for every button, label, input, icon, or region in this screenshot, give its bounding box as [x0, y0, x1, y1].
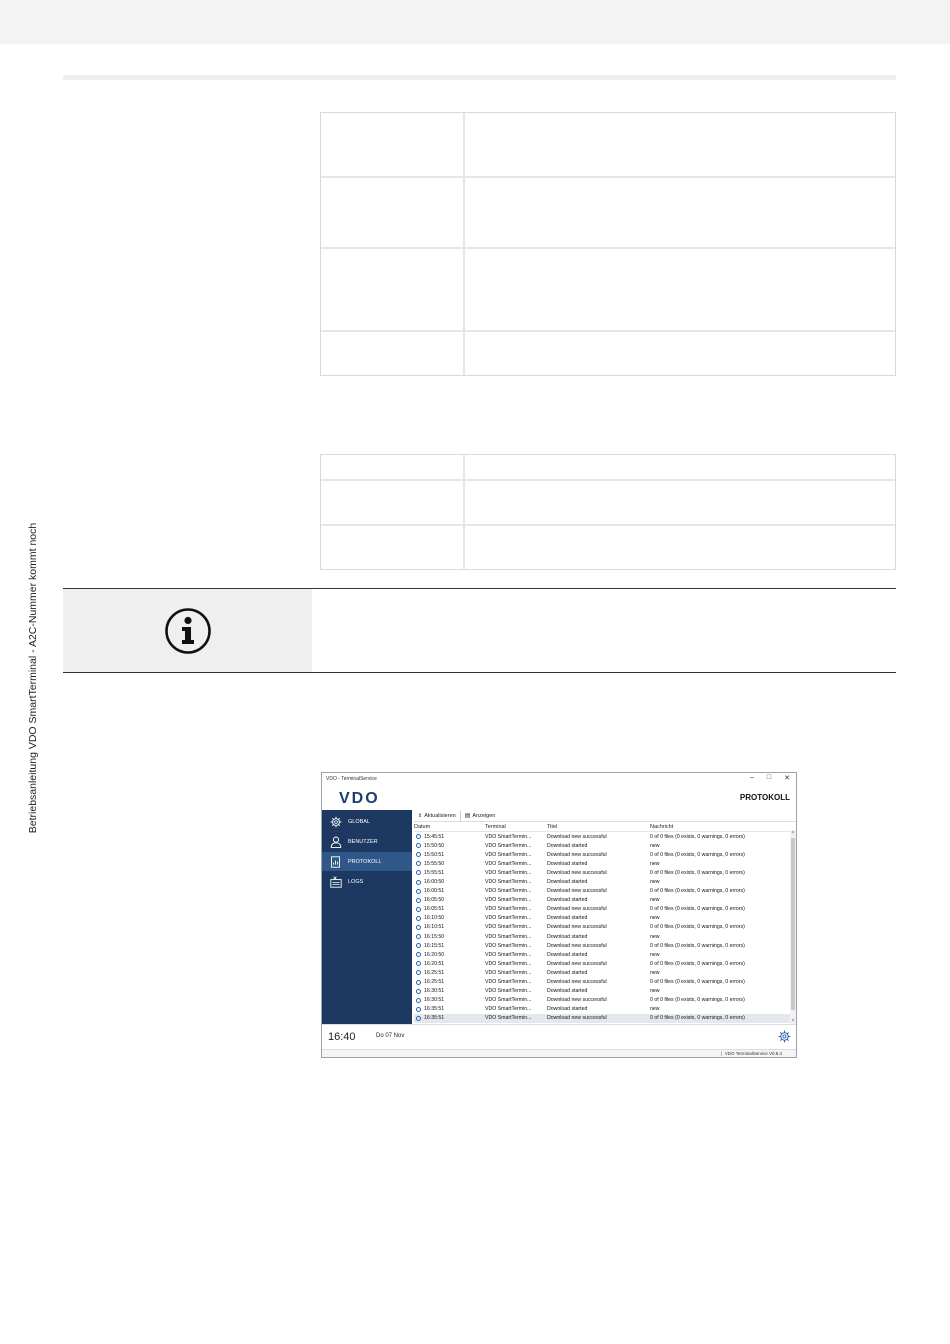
info-note-icon-cell	[63, 589, 312, 672]
parameter-table-2	[320, 454, 896, 570]
table-cell-date	[414, 861, 485, 867]
table-cell-message: new	[650, 897, 660, 904]
row-time: 15:55:50	[424, 860, 445, 867]
table-cell-title: Download started	[547, 988, 588, 995]
row-time: 16:15:51	[424, 942, 445, 949]
info-icon	[416, 961, 421, 966]
table-cell-title: Download started	[547, 1006, 588, 1013]
table-cell-message: 0 of 0 files (0 exists, 0 warnings, 0 errors)	[650, 960, 745, 967]
table-cell-title: Download started	[547, 897, 588, 904]
table-cell-title: Download new successful	[547, 906, 607, 913]
table-cell-terminal: VDO SmartTermin...	[485, 842, 532, 849]
protocol-icon	[329, 856, 342, 868]
row-time: 15:45:51	[424, 833, 445, 840]
table-cell-title: Download new successful	[547, 979, 607, 986]
table-row[interactable]	[414, 968, 790, 977]
table-cell-terminal: VDO SmartTermin...	[485, 860, 532, 867]
refresh-button-label: Aktualisieren	[424, 812, 456, 819]
table-cell-date	[414, 979, 485, 985]
terminalservice-window	[321, 772, 797, 1058]
table-cell-terminal: VDO SmartTermin...	[485, 951, 532, 958]
sidebar-item-label: LOGS	[348, 878, 364, 885]
table-cell-terminal: VDO SmartTermin...	[485, 897, 532, 904]
table-cell-terminal: VDO SmartTermin...	[485, 933, 532, 940]
info-icon	[416, 1007, 421, 1012]
page-top-band	[0, 0, 950, 44]
table-cell-title: Download started	[547, 969, 588, 976]
table-row[interactable]	[414, 996, 790, 1005]
table-cell-terminal: VDO SmartTermin...	[485, 969, 532, 976]
app-footer	[322, 1024, 796, 1050]
table-cell-message: 0 of 0 files (0 exists, 0 warnings, 0 errors)	[650, 997, 745, 1004]
table-cell-date	[414, 879, 485, 885]
column-header-date[interactable]: Datum	[414, 823, 431, 830]
table-row	[321, 178, 895, 249]
row-time: 16:25:51	[424, 979, 445, 986]
window-title: VDO - TerminalService	[326, 776, 377, 782]
row-time: 16:15:50	[424, 933, 445, 940]
table-cell	[321, 526, 465, 569]
row-time: 16:00:50	[424, 879, 445, 886]
table-row[interactable]	[414, 941, 790, 950]
row-time: 16:30:51	[424, 997, 445, 1004]
table-cell-title: Download new successful	[547, 960, 607, 967]
status-bar	[322, 1049, 796, 1058]
table-cell-date	[414, 1015, 485, 1021]
table-cell-title: Download new successful	[547, 851, 607, 858]
protocol-panel	[414, 810, 796, 1024]
table-cell-message: new	[650, 879, 660, 886]
table-row[interactable]	[414, 914, 790, 923]
info-icon	[416, 852, 421, 857]
table-cell-terminal: VDO SmartTermin...	[485, 906, 532, 913]
sidebar-item-global[interactable]	[322, 812, 412, 831]
table-row[interactable]	[414, 868, 790, 877]
table-cell-terminal: VDO SmartTermin...	[485, 1015, 532, 1022]
row-time: 16:05:50	[424, 897, 445, 904]
table-cell-message: new	[650, 951, 660, 958]
refresh-button[interactable]	[414, 811, 461, 821]
sidebar	[322, 810, 412, 1024]
table-cell-terminal: VDO SmartTermin...	[485, 988, 532, 995]
table-cell-terminal: VDO SmartTermin...	[485, 960, 532, 967]
table-cell-date	[414, 843, 485, 849]
table-row[interactable]	[414, 923, 790, 932]
table-row	[321, 481, 895, 526]
row-time: 16:20:50	[424, 951, 445, 958]
table-cell-terminal: VDO SmartTermin...	[485, 1006, 532, 1013]
table-cell	[465, 113, 895, 176]
table-cell-title: Download started	[547, 933, 588, 940]
info-icon	[416, 970, 421, 975]
info-icon	[416, 989, 421, 994]
table-cell	[321, 249, 465, 330]
table-cell-message: new	[650, 842, 660, 849]
table-row[interactable]	[414, 896, 790, 905]
info-icon	[164, 607, 212, 655]
table-cell-date	[414, 934, 485, 940]
table-row[interactable]	[414, 987, 790, 996]
table-cell-date	[414, 834, 485, 840]
table-cell-date	[414, 906, 485, 912]
info-icon	[416, 870, 421, 875]
info-icon	[416, 907, 421, 912]
sidebar-item-label: PROTOKOLL	[348, 858, 382, 865]
table-cell	[465, 332, 895, 375]
parameter-table-1	[320, 112, 896, 376]
info-icon	[416, 952, 421, 957]
sidebar-item-benutzer[interactable]	[322, 832, 412, 851]
table-row[interactable]	[414, 1014, 790, 1023]
table-header	[414, 822, 790, 832]
table-cell-date	[414, 924, 485, 930]
table-cell-message: 0 of 0 files (0 exists, 0 warnings, 0 errors)	[650, 851, 745, 858]
app-header	[322, 785, 796, 809]
table-row[interactable]	[414, 877, 790, 886]
table-cell-date	[414, 988, 485, 994]
table-cell-message: 0 of 0 files (0 exists, 0 warnings, 0 errors)	[650, 869, 745, 876]
table-cell-terminal: VDO SmartTermin...	[485, 869, 532, 876]
info-icon	[416, 998, 421, 1003]
table-cell-message: new	[650, 915, 660, 922]
table-cell-title: Download new successful	[547, 1015, 607, 1022]
row-time: 16:10:51	[424, 924, 445, 931]
table-cell	[465, 455, 895, 479]
info-icon	[416, 1016, 421, 1021]
row-time: 15:50:51	[424, 851, 445, 858]
table-cell	[465, 249, 895, 330]
table-cell-message: new	[650, 860, 660, 867]
column-header-terminal[interactable]: Terminal	[485, 823, 506, 830]
table-cell-title: Download new successful	[547, 997, 607, 1004]
table-cell	[321, 481, 465, 524]
info-icon	[416, 834, 421, 839]
info-icon	[416, 934, 421, 939]
table-cell	[465, 526, 895, 569]
settings-gear-icon[interactable]	[778, 1030, 791, 1045]
scrollbar[interactable]	[790, 830, 796, 1024]
sidebar-item-protokoll[interactable]	[322, 852, 412, 871]
table-cell-message: 0 of 0 files (0 exists, 0 warnings, 0 errors)	[650, 906, 745, 913]
table-cell-message: 0 of 0 files (0 exists, 0 warnings, 0 errors)	[650, 833, 745, 840]
maximize-button[interactable]: □	[766, 774, 772, 781]
table-cell-message: 0 of 0 files (0 exists, 0 warnings, 0 errors)	[650, 888, 745, 895]
table-cell-terminal: VDO SmartTermin...	[485, 888, 532, 895]
table-cell-title: Download started	[547, 879, 588, 886]
table-cell-terminal: VDO SmartTermin...	[485, 879, 532, 886]
scroll-down-icon[interactable]: ˅	[791, 1018, 795, 1024]
show-button[interactable]	[461, 811, 500, 821]
table-cell-terminal: VDO SmartTermin...	[485, 915, 532, 922]
table-cell-message: new	[650, 988, 660, 995]
table-cell-title: Download started	[547, 951, 588, 958]
clock: 16:40	[328, 1031, 356, 1043]
table-cell-terminal: VDO SmartTermin...	[485, 851, 532, 858]
minimize-button[interactable]: –	[749, 774, 754, 781]
table-row[interactable]	[414, 905, 790, 914]
table-cell-date	[414, 952, 485, 958]
table-cell-date	[414, 943, 485, 949]
row-time: 16:05:51	[424, 906, 445, 913]
table-cell-date	[414, 870, 485, 876]
row-time: 16:35:51	[424, 1006, 445, 1013]
row-time: 16:00:51	[424, 888, 445, 895]
info-icon	[416, 980, 421, 985]
date: Do 07 Nov	[376, 1033, 405, 1039]
info-icon	[416, 898, 421, 903]
table-row[interactable]	[414, 1005, 790, 1014]
table-row	[321, 249, 895, 332]
table-cell-date	[414, 961, 485, 967]
info-note-text-cell	[312, 589, 896, 672]
table-cell-date	[414, 915, 485, 921]
table-row[interactable]	[414, 950, 790, 959]
row-time: 16:20:51	[424, 960, 445, 967]
table-cell-title: Download started	[547, 860, 588, 867]
version-label: VDO TerminalService V0.8.4	[721, 1051, 782, 1056]
table-cell-terminal: VDO SmartTermin...	[485, 979, 532, 986]
row-time: 15:55:51	[424, 869, 445, 876]
table-row	[321, 332, 895, 375]
table-row[interactable]	[414, 887, 790, 896]
table-cell-date	[414, 852, 485, 858]
user-icon	[329, 836, 342, 848]
info-icon	[416, 889, 421, 894]
sidebar-item-logs[interactable]	[322, 872, 412, 891]
log-table	[414, 822, 790, 1023]
info-icon	[416, 916, 421, 921]
table-cell-title: Download new successful	[547, 869, 607, 876]
table-cell	[321, 178, 465, 247]
info-icon	[416, 861, 421, 866]
info-icon	[416, 925, 421, 930]
table-cell	[321, 332, 465, 375]
table-cell-title: Download new successful	[547, 888, 607, 895]
table-cell-terminal: VDO SmartTermin...	[485, 833, 532, 840]
scrollbar-thumb[interactable]	[791, 838, 795, 1010]
table-cell-terminal: VDO SmartTermin...	[485, 924, 532, 931]
table-cell-message: 0 of 0 files (0 exists, 0 warnings, 0 errors)	[650, 1015, 745, 1022]
sort-arrows-icon: ⇕	[418, 812, 423, 819]
table-body	[414, 832, 790, 1023]
show-button-label: Anzeigen	[472, 812, 496, 819]
side-caption-text: Betriebsanleitung VDO SmartTerminal - A2C-Nummer kommt noch	[27, 522, 39, 834]
table-cell-message: new	[650, 933, 660, 940]
table-row[interactable]	[414, 841, 790, 850]
table-cell	[321, 455, 465, 479]
table-cell-message: 0 of 0 files (0 exists, 0 warnings, 0 errors)	[650, 942, 745, 949]
table-cell-date	[414, 997, 485, 1003]
sidebar-item-label: BENUTZER	[348, 838, 378, 845]
table-cell-title: Download started	[547, 842, 588, 849]
sidebar-item-label: GLOBAL	[348, 818, 371, 825]
table-cell-title: Download started	[547, 915, 588, 922]
window-titlebar	[322, 773, 796, 785]
row-time: 16:25:51	[424, 969, 445, 976]
table-cell-terminal: VDO SmartTermin...	[485, 942, 532, 949]
info-note	[63, 588, 896, 673]
table-row[interactable]	[414, 959, 790, 968]
row-time: 16:35:51	[424, 1015, 445, 1022]
scroll-up-icon[interactable]: ˄	[791, 830, 795, 836]
column-header-title[interactable]: Titel	[547, 823, 558, 830]
table-cell-date	[414, 1006, 485, 1012]
info-icon	[416, 843, 421, 848]
table-row[interactable]	[414, 978, 790, 987]
page-title: PROTOKOLL	[739, 793, 790, 802]
row-time: 16:30:51	[424, 988, 445, 995]
document-icon: ▤	[464, 813, 471, 819]
gear-icon	[329, 816, 342, 828]
table-cell-message: new	[650, 1006, 660, 1013]
table-row	[321, 455, 895, 481]
table-cell	[465, 178, 895, 247]
table-cell-terminal: VDO SmartTermin...	[485, 997, 532, 1004]
table-cell-date	[414, 970, 485, 976]
close-button[interactable]: ✕	[784, 775, 790, 782]
table-cell-message: 0 of 0 files (0 exists, 0 warnings, 0 errors)	[650, 979, 745, 986]
row-time: 16:10:50	[424, 915, 445, 922]
column-header-message[interactable]: Nachricht	[650, 823, 674, 830]
table-cell-title: Download new successful	[547, 833, 607, 840]
table-row[interactable]	[414, 832, 790, 841]
table-cell	[465, 481, 895, 524]
table-row	[321, 113, 895, 178]
logs-icon	[329, 876, 342, 888]
table-cell-title: Download new successful	[547, 942, 607, 949]
info-icon	[416, 880, 421, 885]
info-icon	[416, 943, 421, 948]
table-cell-date	[414, 897, 485, 903]
toolbar	[414, 810, 796, 822]
table-cell-message: 0 of 0 files (0 exists, 0 warnings, 0 errors)	[650, 924, 745, 931]
table-cell-date	[414, 888, 485, 894]
table-cell-title: Download new successful	[547, 924, 607, 931]
table-row	[321, 526, 895, 569]
table-cell	[321, 113, 465, 176]
table-row[interactable]	[414, 932, 790, 941]
vdo-logo: VDO	[339, 790, 380, 807]
table-cell-message: new	[650, 969, 660, 976]
header-rule	[63, 75, 896, 80]
table-row[interactable]	[414, 859, 790, 868]
table-row[interactable]	[414, 850, 790, 859]
row-time: 15:50:50	[424, 842, 445, 849]
